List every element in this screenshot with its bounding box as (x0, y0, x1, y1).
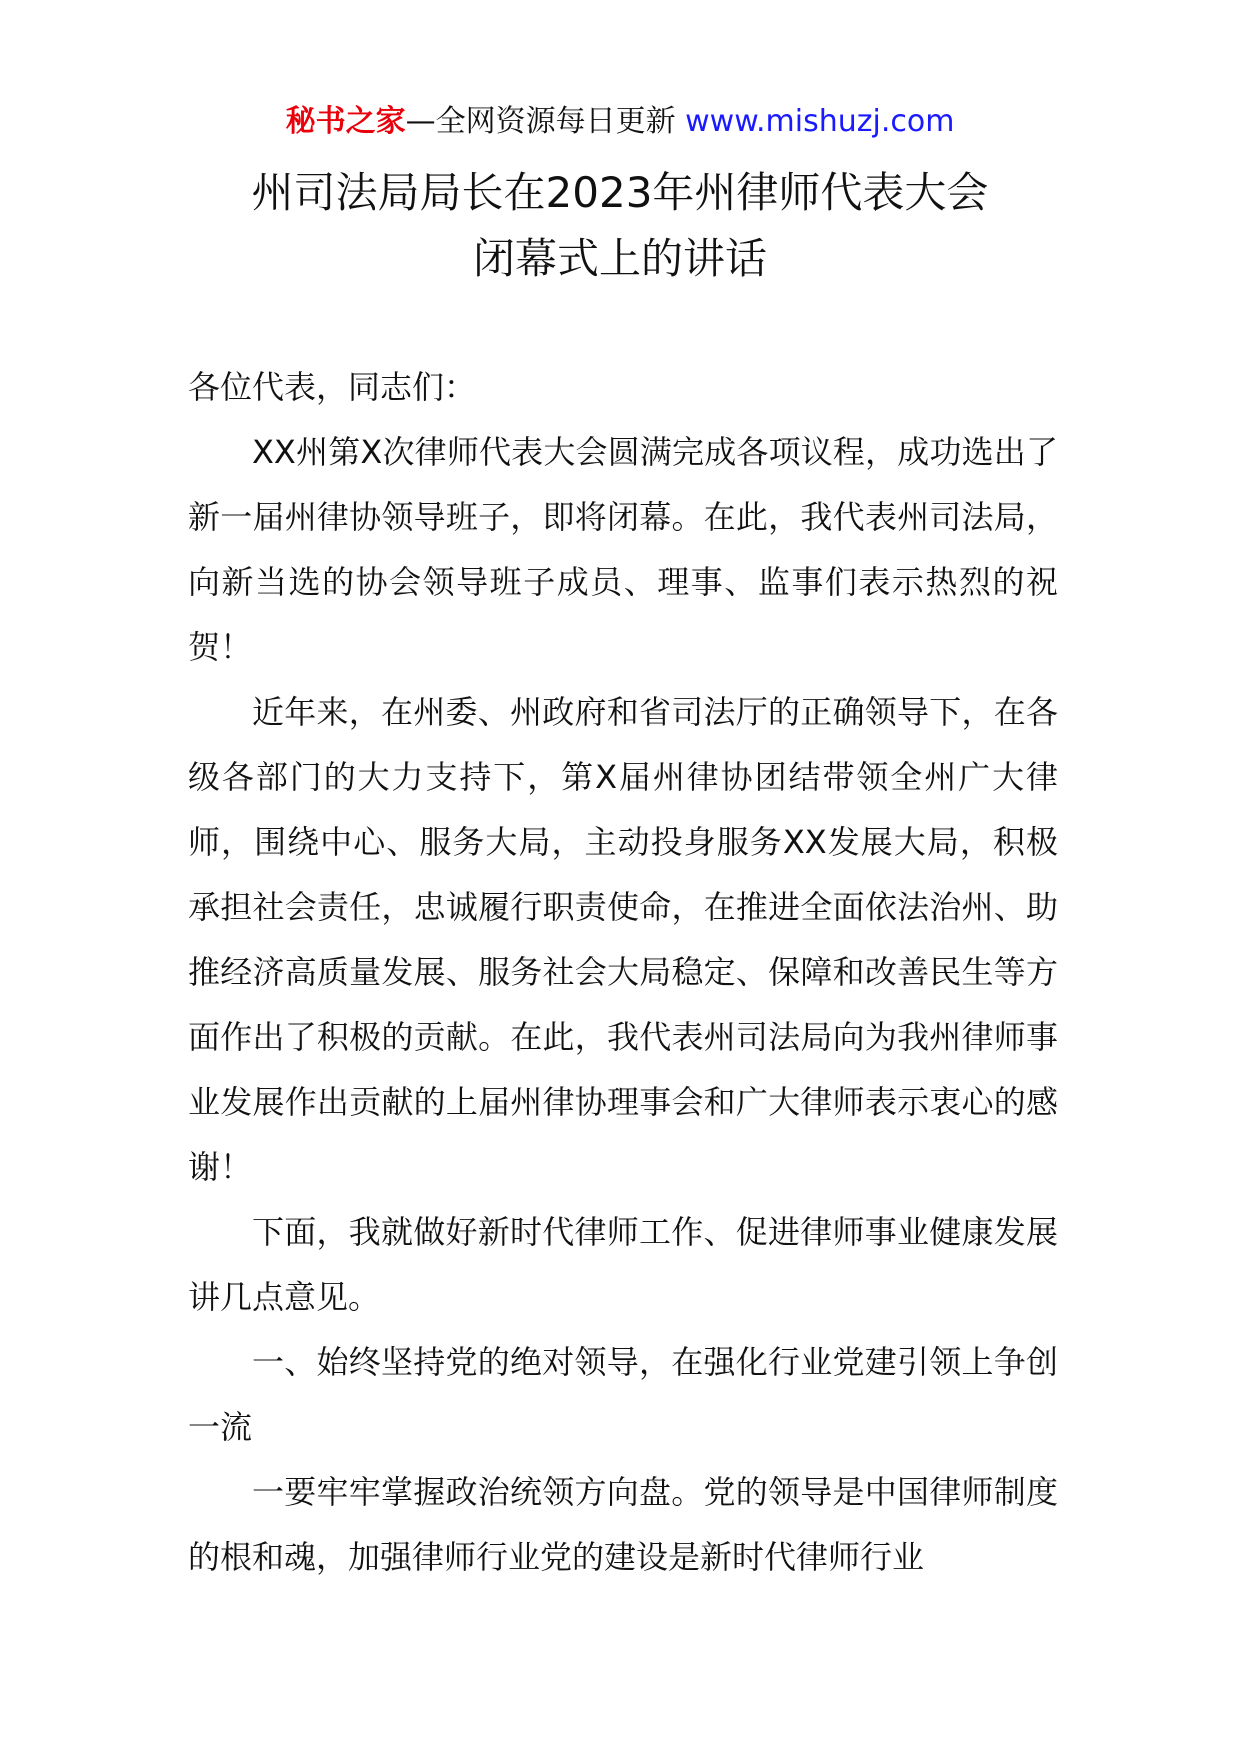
paragraph-4: 一要牢牢掌握政治统领方向盘。党的领导是中国律师制度的根和魂，加强律师行业党的建设是新时代律师行业 (188, 1473, 1058, 1576)
section-heading-1: 一、始终坚持党的绝对领导，在强化行业党建引领上争创一流 (188, 1343, 1058, 1446)
document-body (188, 355, 1058, 1590)
paragraph-3: 下面，我就做好新时代律师工作、促进律师事业健康发展讲几点意见。 (188, 1213, 1058, 1316)
document-title (0, 160, 1240, 292)
salutation: 各位代表，同志们： (188, 368, 477, 406)
brand-name: 秘书之家 (285, 104, 406, 139)
paragraph-1: XX州第X次律师代表大会圆满完成各项议程，成功选出了新一届州律协领导班子，即将闭幕。在此，我代表州司法局，向新当选的协会领导班子成员、理事、监事们表示热烈的祝贺！ (188, 433, 1058, 666)
title-line-2: 闭幕式上的讲话 (472, 234, 767, 283)
site-header (0, 100, 1240, 144)
header-tagline: —全网资源每日更新 (405, 104, 686, 139)
paragraph-2: 近年来，在州委、州政府和省司法厅的正确领导下，在各级各部门的大力支持下，第X届州律协团结带领全州广大律师，围绕中心、服务大局，主动投身服务XX发展大局，积极承担社会责任，忠诚履行职责使命，在推进全面依法治州、助推经济高质量发展、服务社会大局稳定、保障和改善民生等方面作出了积极的贡献。在此，我代表州司法局向为我州律师事业发展作出贡献的上届州律协理事会和广大律师表示衷心的感谢！ (188, 693, 1058, 1186)
site-url-link[interactable]: www.mishuzj.com (685, 104, 955, 139)
title-line-1: 州司法局局长在2023年州律师代表大会 (251, 168, 989, 217)
